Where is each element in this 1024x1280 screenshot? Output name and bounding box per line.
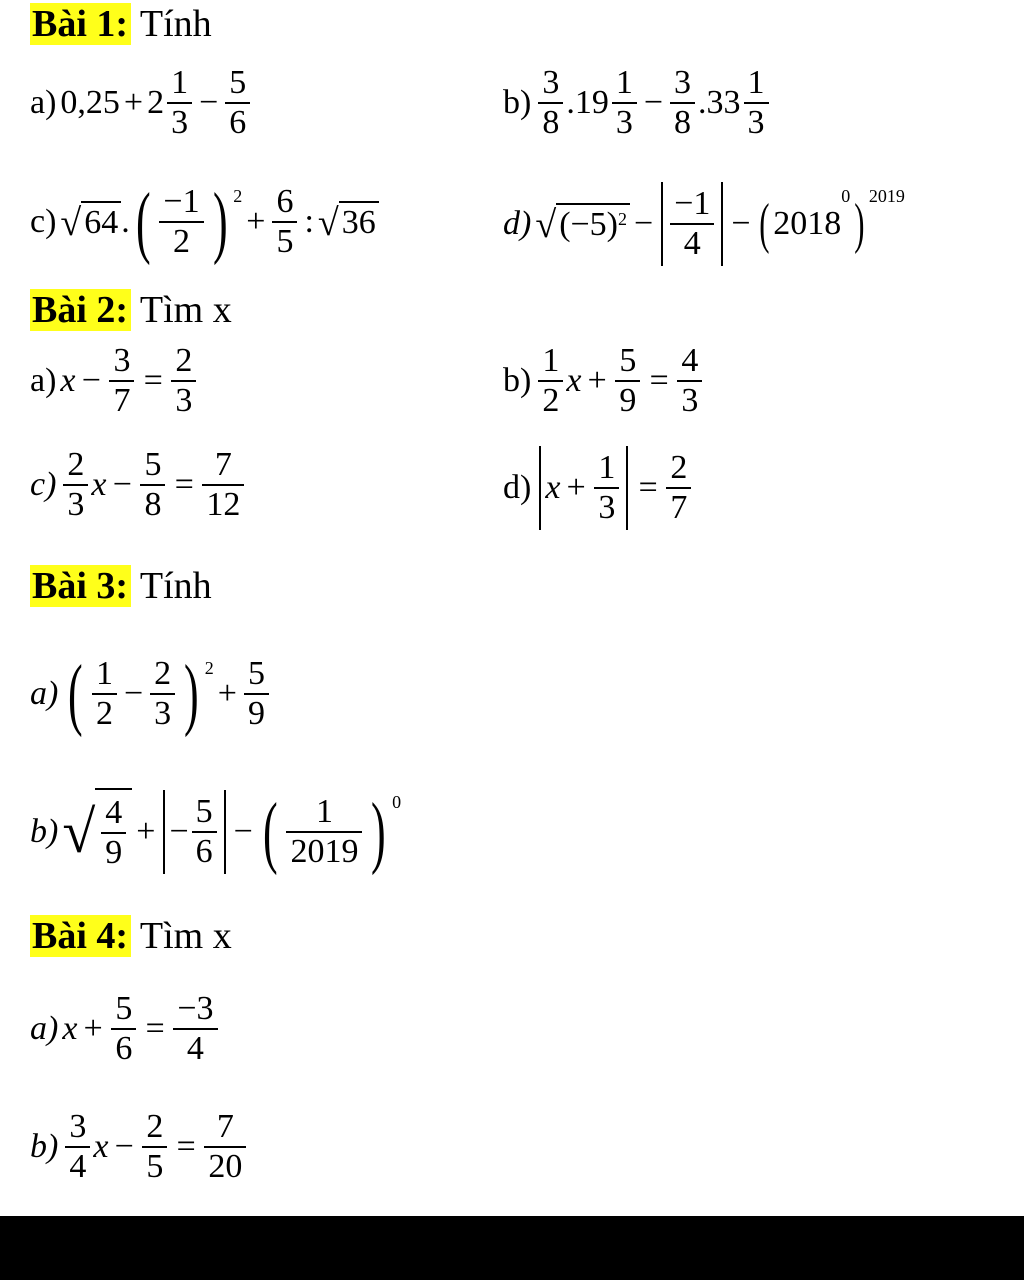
- numerator: 2: [670, 449, 688, 486]
- denominator: 2: [542, 382, 560, 419]
- bottom-black-band: [0, 1216, 1024, 1280]
- exercise-label: a): [30, 362, 57, 399]
- fraction: [111, 990, 136, 1068]
- numerator: 5: [144, 446, 162, 483]
- equals-sign: =: [143, 1010, 167, 1047]
- bai1-heading: [30, 2, 212, 46]
- fraction: [142, 1108, 167, 1186]
- radicand: [556, 203, 630, 245]
- denominator: 8: [674, 104, 692, 141]
- exercise-label: b): [30, 1128, 59, 1165]
- abs-bar-left: [539, 446, 541, 530]
- variable-x: x: [545, 469, 561, 506]
- numerator: 7: [214, 446, 232, 483]
- operator: −: [199, 84, 219, 121]
- denominator: 4: [683, 225, 701, 262]
- radicand: 36: [339, 201, 379, 243]
- equals-sign: =: [647, 362, 671, 399]
- numerator: 4: [105, 794, 123, 831]
- expression: [535, 182, 905, 266]
- denominator: 6: [115, 1030, 133, 1067]
- numerator: 1: [615, 64, 633, 101]
- equals-sign: =: [141, 362, 165, 399]
- operator: +: [81, 1010, 105, 1047]
- bai4-task: Tìm x: [139, 915, 232, 957]
- numerator: −1: [674, 185, 711, 222]
- numerator: 7: [216, 1108, 234, 1145]
- fraction: [670, 185, 714, 263]
- exercise-label: a): [30, 1010, 59, 1047]
- fraction: [150, 655, 175, 733]
- bai3-title: Bài 3:: [30, 565, 131, 607]
- fraction: [272, 183, 297, 261]
- equals-sign: =: [172, 466, 196, 503]
- bai2-exercise-b: [503, 342, 705, 420]
- right-paren: ): [184, 650, 199, 738]
- bai1-exercise-d: [503, 182, 905, 266]
- bai3-exercise-a: [30, 650, 272, 738]
- bai2-exercise-a: [30, 342, 199, 420]
- numerator: 1: [542, 342, 560, 379]
- denominator: 2: [173, 223, 191, 260]
- fraction: [63, 446, 88, 524]
- exercise-label: d): [503, 469, 532, 506]
- variable-x: x: [93, 1128, 109, 1165]
- bai1-exercise-b: [503, 64, 772, 142]
- operator: −: [112, 1128, 136, 1165]
- radicand: 64: [81, 201, 121, 243]
- radical-sign: √: [62, 799, 96, 865]
- number: 2018: [773, 205, 842, 242]
- operator: +: [217, 675, 237, 712]
- fraction: [286, 793, 362, 871]
- expression: [60, 64, 253, 142]
- bai4-exercise-a: [30, 990, 221, 1068]
- operator: +: [123, 84, 144, 121]
- right-paren: ): [212, 178, 228, 266]
- fraction: [140, 446, 165, 524]
- radicand-base: (−5): [559, 206, 619, 243]
- exercise-label: a): [30, 675, 59, 712]
- fraction: [101, 794, 126, 872]
- variable-x: x: [62, 1010, 78, 1047]
- fraction: [538, 64, 563, 142]
- denominator: 3: [175, 382, 193, 419]
- fraction: [192, 793, 217, 871]
- bai2-title: Bài 2:: [30, 289, 131, 331]
- bai1-exercise-a: [30, 64, 253, 142]
- numerator: 5: [195, 793, 213, 830]
- square-root: [318, 201, 379, 243]
- radical-sign: √: [535, 204, 557, 246]
- numerator: 5: [619, 342, 637, 379]
- expression: [60, 178, 378, 266]
- denominator: 7: [113, 382, 131, 419]
- denominator: 2: [95, 695, 113, 732]
- exercise-label: a): [30, 84, 57, 121]
- exercise-label: c): [30, 203, 57, 240]
- operator: +: [136, 813, 156, 850]
- denominator: 3: [598, 489, 616, 526]
- abs-bar-left: [163, 790, 165, 874]
- abs-bar-right: [626, 446, 628, 530]
- denominator: 12: [206, 486, 241, 523]
- numerator: −3: [177, 990, 214, 1027]
- denominator: 3: [615, 104, 633, 141]
- denominator: 3: [154, 695, 172, 732]
- variable-x: x: [91, 466, 107, 503]
- numerator: −1: [163, 183, 200, 220]
- bai2-exercise-c: [30, 446, 247, 524]
- numerator: 6: [276, 183, 294, 220]
- numerator: 5: [247, 655, 265, 692]
- left-paren: (: [135, 178, 151, 266]
- numerator: 2: [175, 342, 193, 379]
- numerator: 4: [681, 342, 699, 379]
- radicand: [95, 788, 132, 876]
- denominator: 20: [208, 1148, 243, 1185]
- operator: −: [643, 84, 664, 121]
- fraction: [594, 449, 619, 527]
- exercise-label: c): [30, 466, 57, 503]
- denominator: 4: [69, 1148, 87, 1185]
- left-paren: (: [758, 193, 770, 255]
- square-root: [62, 788, 132, 876]
- denominator: 3: [67, 486, 85, 523]
- denominator: 7: [670, 489, 688, 526]
- fraction: [538, 342, 563, 420]
- exercise-label: b): [30, 813, 59, 850]
- denominator: 8: [542, 104, 560, 141]
- right-paren: ): [854, 193, 865, 255]
- operator: :: [304, 203, 314, 240]
- denominator: 9: [619, 382, 637, 419]
- abs-bar-right: [224, 790, 226, 874]
- fraction: [744, 64, 769, 142]
- bai4-title: Bài 4:: [30, 915, 131, 957]
- operator: +: [246, 203, 266, 240]
- fraction: [202, 446, 244, 524]
- exponent: 0: [392, 792, 402, 812]
- operator: −: [110, 466, 134, 503]
- fraction: [225, 64, 250, 142]
- operator: −: [233, 813, 253, 850]
- exercise-label: d): [503, 205, 532, 242]
- denominator: 8: [144, 486, 162, 523]
- fraction: [65, 1108, 90, 1186]
- equals-sign: =: [174, 1128, 198, 1165]
- expression: [535, 342, 705, 420]
- expression: [60, 342, 199, 420]
- radical-sign: √: [60, 202, 82, 244]
- operator: +: [564, 469, 588, 506]
- operator: −: [123, 675, 144, 712]
- number: 0,25: [60, 84, 120, 121]
- expression: [535, 446, 694, 530]
- variable-x: x: [60, 362, 76, 399]
- fraction: [244, 655, 269, 733]
- fraction: [204, 1108, 246, 1186]
- bai1-title: Bài 1:: [30, 3, 131, 45]
- expression: [62, 1108, 249, 1186]
- numerator: 1: [315, 793, 333, 830]
- number: .33: [698, 84, 741, 121]
- expression: [60, 446, 247, 524]
- fraction: [615, 342, 640, 420]
- denominator: 9: [247, 695, 265, 732]
- numerator: 3: [674, 64, 692, 101]
- number: 2: [147, 84, 165, 121]
- numerator: 1: [95, 655, 113, 692]
- exponent: 0: [841, 186, 851, 206]
- exercise-label: b): [503, 362, 532, 399]
- fraction: [109, 342, 134, 420]
- denominator: 4: [186, 1030, 204, 1067]
- fraction: [167, 64, 192, 142]
- operator: −: [731, 205, 751, 242]
- denominator: 9: [105, 834, 123, 871]
- numerator: 1: [747, 64, 765, 101]
- fraction: [92, 655, 117, 733]
- denominator: 6: [229, 104, 247, 141]
- operator: −: [79, 362, 103, 399]
- expression: [62, 990, 220, 1068]
- expression: [535, 64, 771, 142]
- bai2-heading: [30, 288, 232, 332]
- operator: −: [169, 813, 189, 850]
- numerator: 3: [69, 1108, 87, 1145]
- numerator: 5: [229, 64, 247, 101]
- bai2-exercise-d: [503, 446, 694, 530]
- fraction: [173, 990, 217, 1068]
- equals-sign: =: [636, 469, 660, 506]
- fraction: [612, 64, 637, 142]
- abs-bar-left: [661, 182, 663, 266]
- square-root: [535, 203, 630, 245]
- radical-sign: √: [317, 202, 339, 244]
- numerator: 3: [542, 64, 560, 101]
- fraction: [666, 449, 691, 527]
- fraction: [159, 183, 203, 261]
- exponent: 2019: [868, 186, 905, 206]
- bai3-task: Tính: [139, 565, 212, 607]
- variable-x: x: [566, 362, 582, 399]
- denominator: 3: [747, 104, 765, 141]
- exponent: 2: [618, 209, 628, 229]
- bai3-heading: [30, 564, 212, 608]
- denominator: 5: [276, 223, 294, 260]
- numerator: 1: [598, 449, 616, 486]
- left-paren: (: [262, 788, 278, 876]
- expression: [62, 788, 401, 876]
- bai2-task: Tìm x: [139, 289, 232, 331]
- numerator: 2: [146, 1108, 164, 1145]
- exercise-label: b): [503, 84, 532, 121]
- bai3-exercise-b: [30, 788, 401, 876]
- numerator: 2: [67, 446, 85, 483]
- numerator: 5: [115, 990, 133, 1027]
- numerator: 3: [113, 342, 131, 379]
- exponent: 2: [204, 658, 214, 678]
- operator: −: [634, 205, 654, 242]
- numerator: 2: [154, 655, 172, 692]
- numerator: 1: [171, 64, 189, 101]
- abs-bar-right: [721, 182, 723, 266]
- denominator: 2019: [290, 833, 359, 870]
- bai1-exercise-c: [30, 178, 379, 266]
- square-root: [60, 201, 121, 243]
- fraction: [670, 64, 695, 142]
- bai1-task: Tính: [139, 3, 212, 45]
- right-paren: ): [371, 788, 387, 876]
- denominator: 6: [195, 833, 213, 870]
- operator: +: [585, 362, 609, 399]
- left-paren: (: [68, 650, 83, 738]
- fraction: [171, 342, 196, 420]
- fraction: [677, 342, 702, 420]
- denominator: 5: [146, 1148, 164, 1185]
- denominator: 3: [681, 382, 699, 419]
- number: .19: [566, 84, 609, 121]
- expression: [62, 650, 272, 738]
- bai4-exercise-b: [30, 1108, 249, 1186]
- bai4-heading: [30, 914, 232, 958]
- denominator: 3: [171, 104, 189, 141]
- dot-operator: .: [121, 203, 130, 240]
- exponent: 2: [233, 186, 243, 206]
